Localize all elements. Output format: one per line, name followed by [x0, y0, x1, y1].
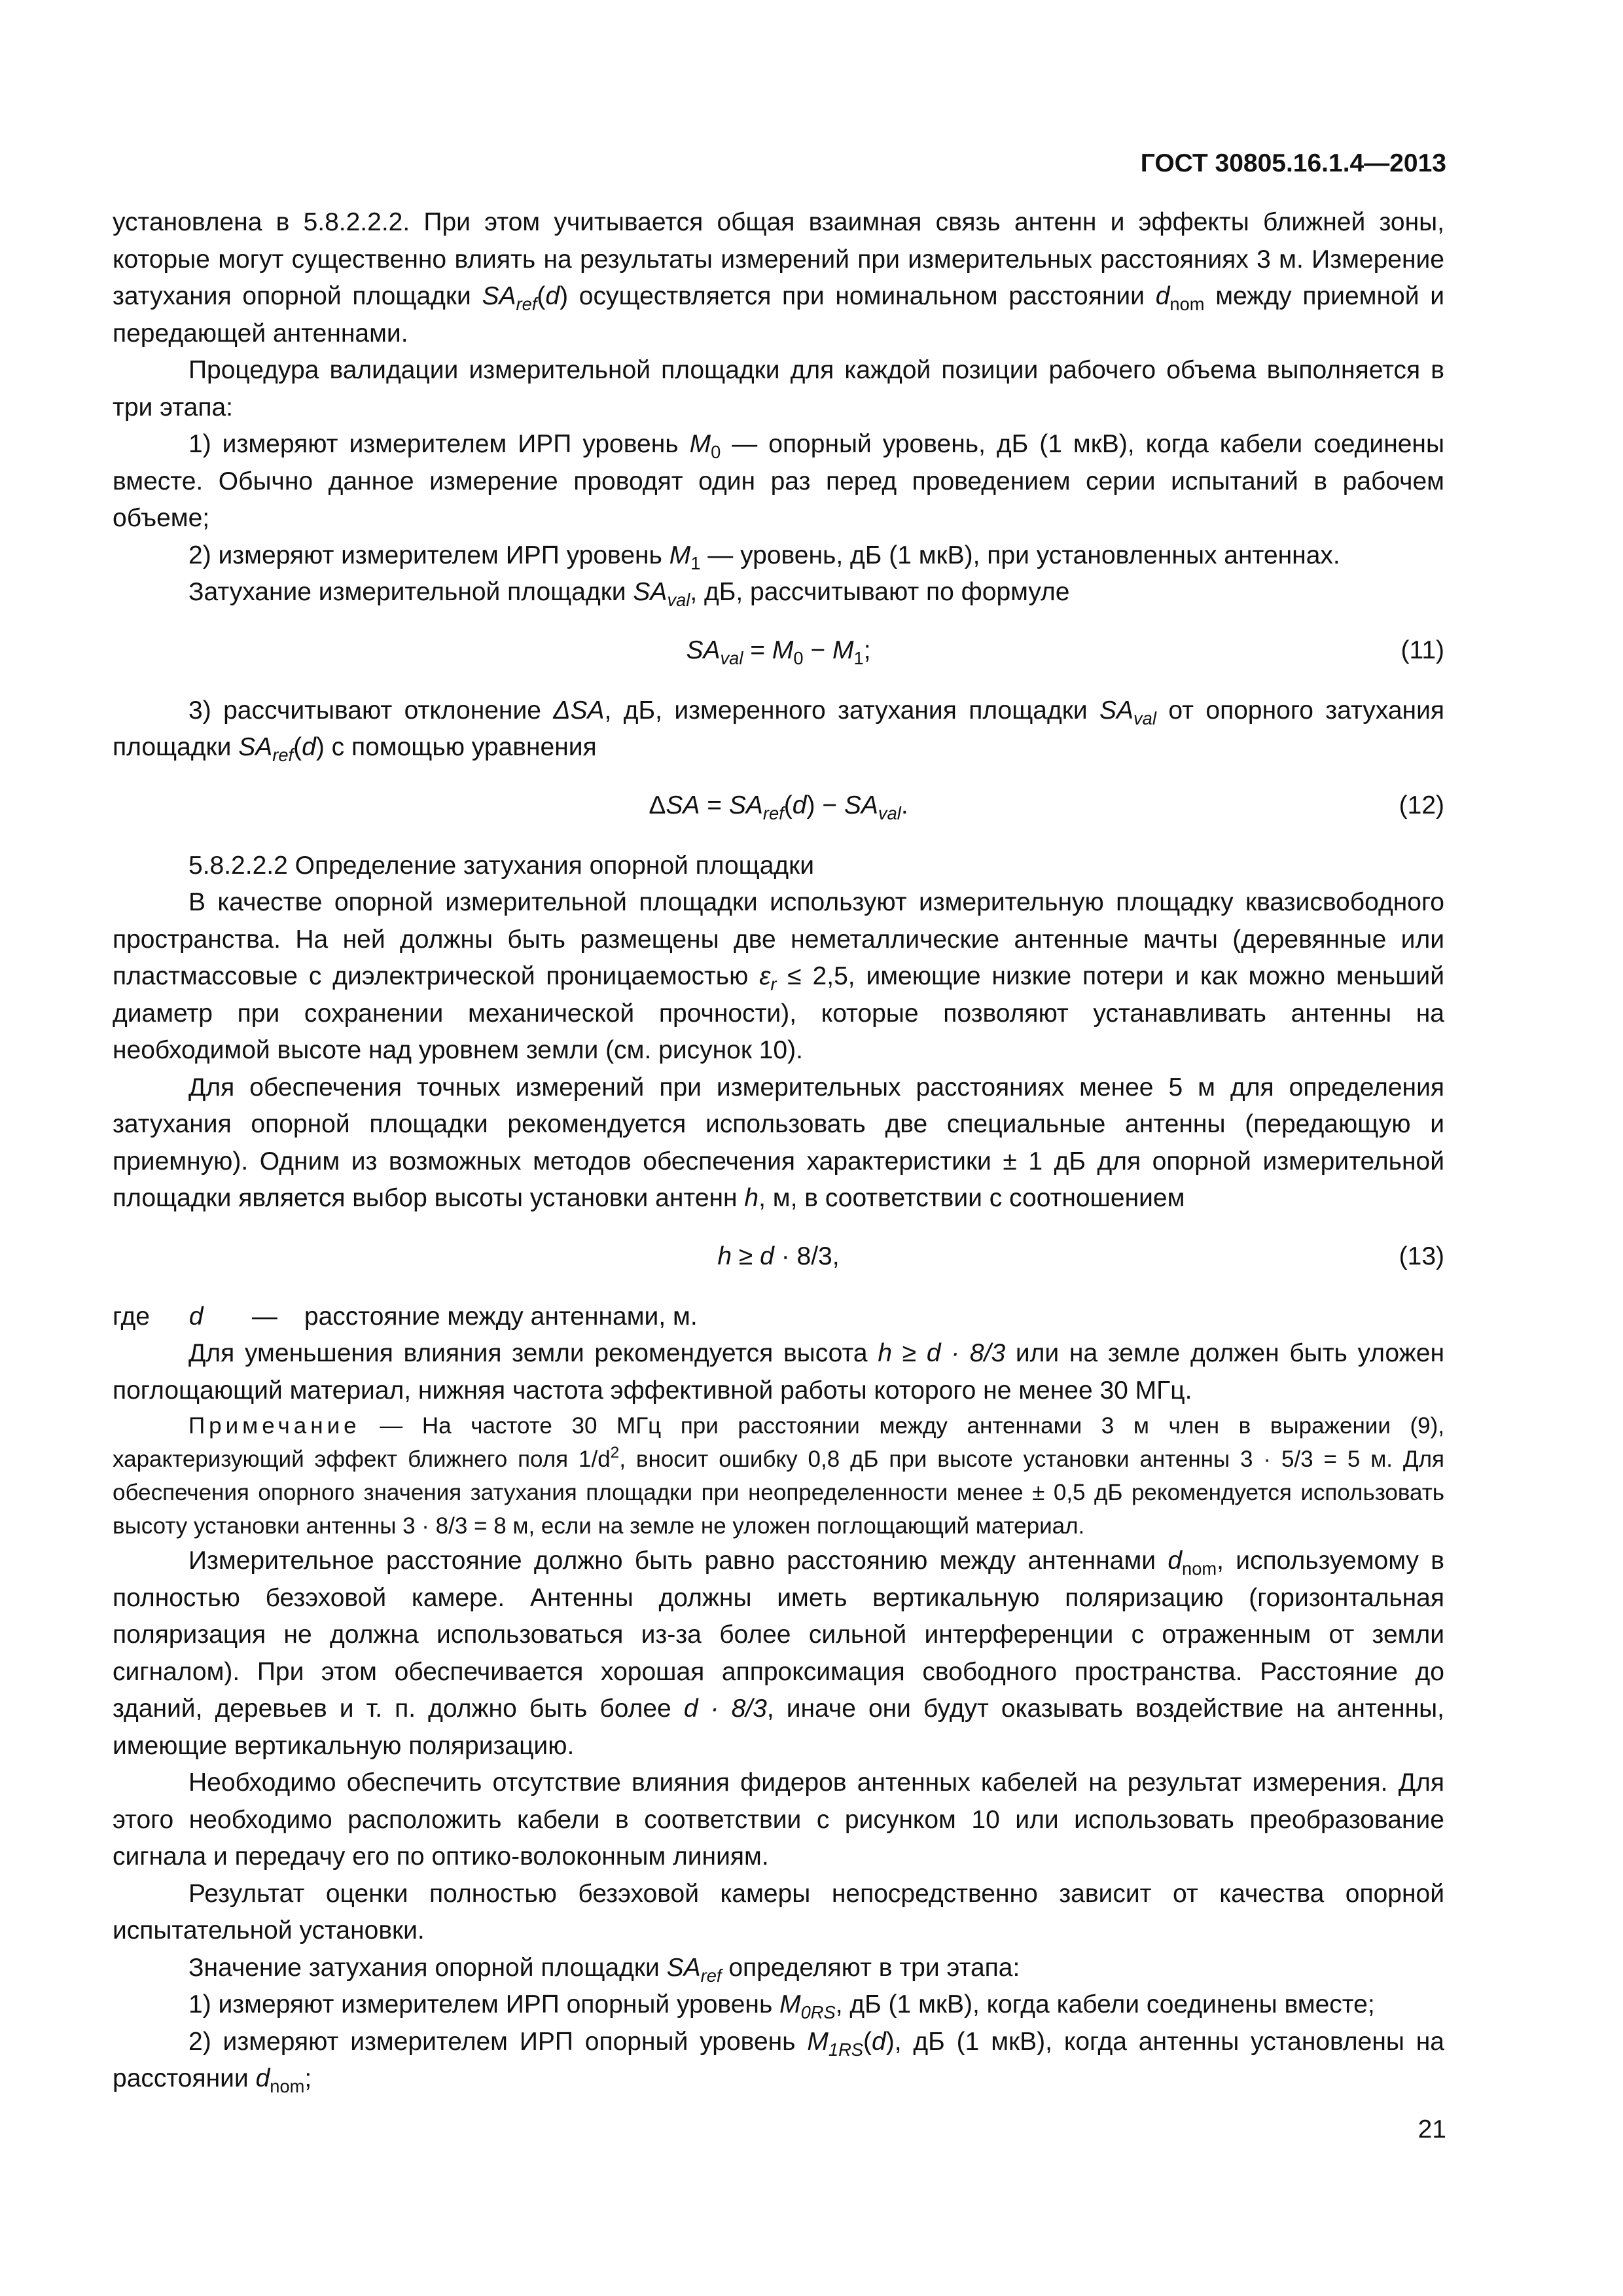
paragraph: Затухание измерительной площадки $SA_{val}$, дБ, рассчитывают по формуле	[188, 578, 1070, 610]
formula-expression: h ≥ d · 8/3,	[717, 1242, 840, 1270]
formula-number: (11)	[1400, 636, 1444, 664]
paragraph: Процедура валидации измерительной площадки для каждой позиции рабочего объема выполняется в три этапа:	[113, 356, 1444, 422]
paragraph: Измерительное расстояние должно быть равно расстоянию между антеннами $d_{nom}$, используемому в полностью безэховой камере. Антенны должны иметь вертикальную поляризацию (горизонтальная поляризация не должна использоваться из-за более сильной интерференции с отраженным от земли сигналом). При этом обеспечивается хорошая аппроксимация свободного пространства. Расстояние до зданий, деревьев и т. п. должно быть более d · 8/3, иначе они будут оказывать воздействие на антенны, имеющие вертикальную поляризацию.	[113, 1547, 1444, 1760]
note: Примечание — На частоте 30 МГц при расстоянии между антеннами 3 м член в выражении (9), характеризующий эффект ближнего поля $1/d^2$, вносит ошибку 0,8 дБ при высоте установки антенны 3 · 5/3 = 5 м. Для обеспечения опорного значения затухания площадки при неопределенности менее ± 0,5 дБ рекомендуется использовать высоту установки антенны 3 · 8/3 = 8 м, если на земле не уложен поглощающий материал.	[113, 1413, 1444, 1539]
paragraph: Значение затухания опорной площадки $SA_{ref}$ определяют в три этапа:	[188, 1953, 1020, 1986]
list-item: 1) измеряют измерителем ИРП опорный уровень $M_{0RS}$, дБ (1 мкВ), когда кабели соединены вместе;	[188, 1990, 1375, 2022]
list-item: 3) рассчитывают отклонение ΔSA, дБ, измеренного затухания площадки $SA_{val}$ от опорного затухания площадки $SA_{ref}(d)$ с помощью уравнения	[113, 696, 1444, 765]
list-item: 2) измеряют измерителем ИРП уровень $M_1$ — уровень, дБ (1 мкВ), при установленных антеннах.	[188, 541, 1340, 573]
formula-13	[113, 1228, 1444, 1288]
formula-12	[113, 777, 1444, 837]
section-heading: 5.8.2.2.2 Определение затухания опорной площадки	[188, 851, 815, 880]
page-body	[113, 204, 1444, 2098]
list-item: 1) измеряют измерителем ИРП уровень $M_0$ — опорный уровень, дБ (1 мкВ), когда кабели соединены вместе. Обычно данное измерение проводят один раз перед проведением серии испытаний в рабочем объеме;	[113, 430, 1445, 532]
formula-number: (12)	[1399, 791, 1444, 819]
where-clause: где d — расстояние между антеннами, м.	[113, 1302, 698, 1331]
formula-expression: $\Delta SA = SA_{ref}(d) - SA_{val}$.	[649, 791, 908, 823]
paragraph: Для уменьшения влияния земли рекомендуется высота h ≥ d · 8/3 или на земле должен быть уложен поглощающий материал, нижняя частота эффективной работы которого не менее 30 МГц.	[113, 1339, 1444, 1405]
formula-11	[113, 622, 1444, 682]
page-number: 21	[1418, 2115, 1446, 2144]
list-item: 2) измеряют измерителем ИРП опорный уровень $M_{1RS}(d)$, дБ (1 мкВ), когда антенны установлены на расстоянии $d_{nom}$;	[113, 2027, 1444, 2096]
paragraph: установлена в 5.8.2.2.2. При этом учитывается общая взаимная связь антенн и эффекты ближней зоны, которые могут существенно влиять на результаты измерений при измерительных расстояниях 3 м. Измерение затухания опорной площадки $SA_{ref}(d)$ осуществляется при номинальном расстоянии $d_{nom}$ между приемной и передающей антеннами.	[113, 208, 1444, 348]
formula-number: (13)	[1399, 1242, 1444, 1270]
paragraph: В качестве опорной измерительной площадки используют измерительную площадку квазисвободного пространства. На ней должны быть размещены две неметаллические антенные мачты (деревянные или пластмассовые с диэлектрической проницаемостью $\varepsilon_r \le 2,5$, имеющие низкие потери и как можно меньший диаметр при сохранении механической прочности), которые позволяют устанавливать антенны на необходимой высоте над уровнем земли (см. рисунок 10).	[113, 888, 1444, 1064]
paragraph: Для обеспечения точных измерений при измерительных расстояниях менее 5 м для определения затухания опорной площадки рекомендуется использовать две специальные антенны (передающую и приемную). Одним из возможных методов обеспечения характеристики ± 1 дБ для опорной измерительной площадки является выбор высоты установки антенн h, м, в соответствии с соотношением	[113, 1073, 1444, 1212]
formula-expression: $SA_{val} = M_0 - M_1$;	[686, 636, 871, 668]
paragraph: Результат оценки полностью безэховой камеры непосредственно зависит от качества опорной испытательной установки.	[113, 1879, 1444, 1945]
paragraph: Необходимо обеспечить отсутствие влияния фидеров антенных кабелей на результат измерения. Для этого необходимо расположить кабели в соответствии с рисунком 10 или использовать преобразование сигнала и передачу его по оптико-волоконным линиям.	[113, 1768, 1444, 1871]
document-header: ГОСТ 30805.16.1.4—2013	[1140, 149, 1446, 177]
